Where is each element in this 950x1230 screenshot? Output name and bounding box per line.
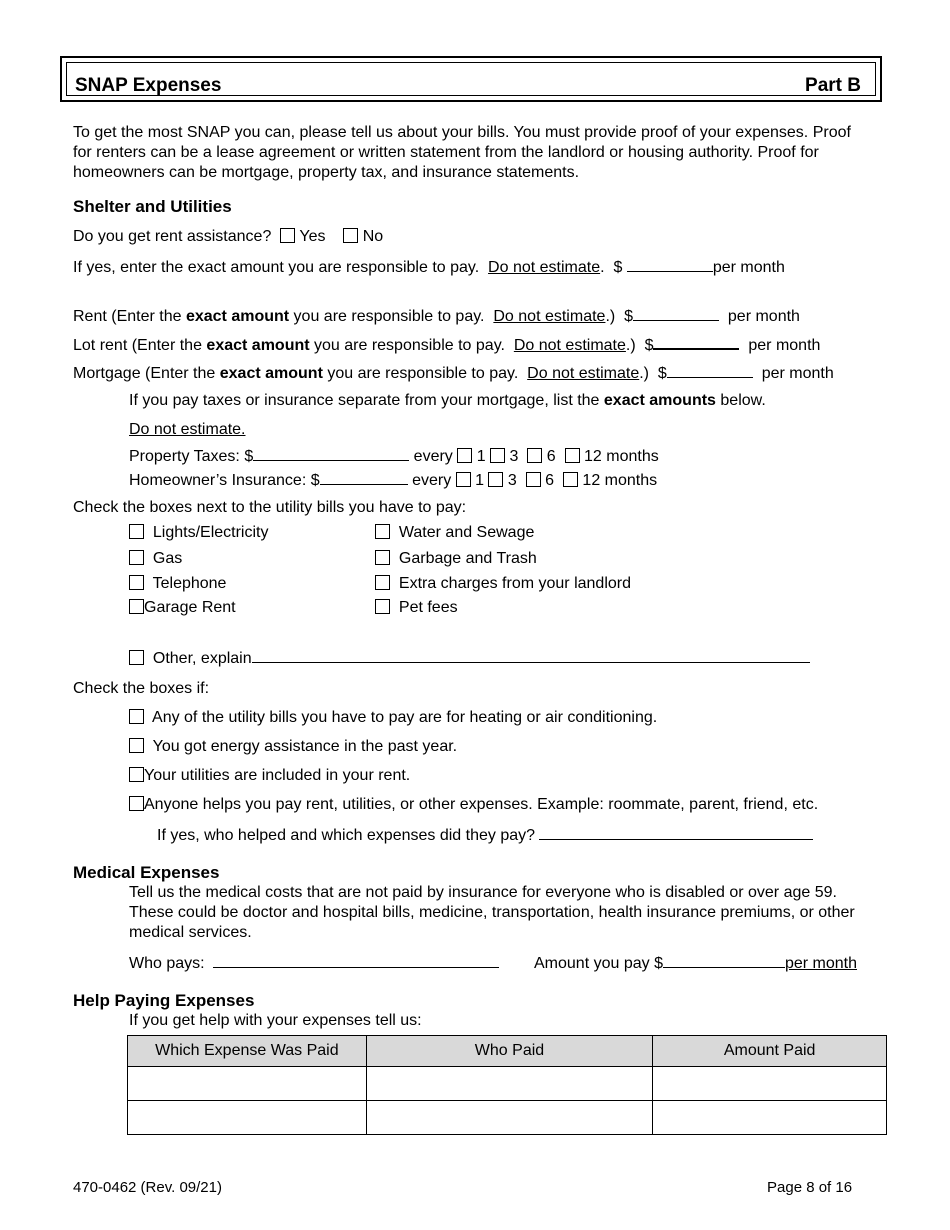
rent-assistance-amount-field[interactable] [627,256,713,272]
page-number: Page 8 of 16 [767,1179,853,1196]
property-taxes-field[interactable] [253,445,409,461]
help-paying-heading: Help Paying Expenses [73,991,255,1010]
other-checkbox[interactable] [129,650,144,665]
amount-you-pay-label: Amount you pay $ [534,955,663,972]
rent-assistance-no-checkbox[interactable] [343,228,358,243]
utilities-included-label: Your utilities are included in your rent. [144,767,411,784]
form-number: 470-0462 (Rev. 09/21) [73,1179,222,1196]
rent-assistance-no-label: No [362,228,384,245]
homeowners-insurance-label: Homeowner’s Insurance: $ [129,472,320,489]
lot-rent-row [73,333,820,356]
intro-paragraph: To get the most SNAP you can, please tell us about your bills. You must provide proof of your expenses. Proof for renters can be a lease agreement or written statement from the landlord or housing authority. Proof for homeowners can be mortgage, property tax, and insurance statements. [73,124,851,181]
who-paid-cell[interactable] [366,1101,653,1135]
column-header: Amount Paid [653,1036,887,1067]
who-helped-label: If yes, who helped and which expenses did they pay? [157,827,536,844]
check-anyone-helps [129,795,818,815]
lot-rent-prefix: Lot rent (Enter the [73,337,202,354]
rent-assistance-amount-row: If yes, enter the exact amount you are responsible to pay. Do not estimate. $ per month [73,256,785,278]
expense-cell[interactable] [128,1067,367,1101]
utilities-prompt: Check the boxes next to the utility bills you have to pay: [73,499,467,516]
property-taxes-3-checkbox[interactable] [490,448,505,463]
responsible-text: you are responsible to pay. [327,365,519,382]
heating-checkbox[interactable] [129,709,144,724]
period-1-label: 1 [476,448,486,465]
period-6-label: 6 [546,448,556,465]
other-explain-field[interactable] [252,647,810,663]
dollar-sign: $ [644,337,654,354]
utility-gas [129,549,182,569]
insurance-3-checkbox[interactable] [488,472,503,487]
rent-assistance-yes-checkbox[interactable] [280,228,295,243]
period-1-label: 1 [475,472,485,489]
anyone-helps-label: Anyone helps you pay rent, utilities, or other expenses. Example: roommate, parent, friend, etc. [144,796,819,813]
homeowners-insurance-field[interactable] [320,469,408,485]
medical-who-pays-row [129,952,499,974]
rent-assistance-row [73,227,383,247]
help-paying-text: If you get help with your expenses tell us: [129,1012,422,1029]
mortgage-amount-field[interactable] [667,362,753,378]
responsible-text: you are responsible to pay. [293,308,485,325]
mortgage-prefix: Mortgage (Enter the [73,365,216,382]
energy-assistance-checkbox[interactable] [129,738,144,753]
lot-rent-amount-field[interactable] [653,333,739,350]
garage-rent-checkbox[interactable] [129,599,144,614]
dollar-sign: $ [624,308,634,325]
other-label: Other, explain [152,650,252,667]
garbage-label: Garbage and Trash [398,550,537,567]
close-paren: .) [639,365,650,382]
rent-prefix: Rent (Enter the [73,308,182,325]
table-row [128,1101,887,1135]
section-title: SNAP Expenses [75,75,222,96]
amount-paid-cell[interactable] [653,1101,887,1135]
medical-heading: Medical Expenses [73,863,220,882]
per-month-label: per month [727,308,800,325]
pet-fees-checkbox[interactable] [375,599,390,614]
section-header [60,56,882,102]
telephone-checkbox[interactable] [129,575,144,590]
every-label: every [413,448,453,465]
taxes-instruction [129,391,766,411]
utility-garage-rent [129,598,236,618]
extra-charges-label: Extra charges from your landlord [398,575,631,592]
check-utilities-included [129,766,410,786]
period-3-label: 3 [507,472,517,489]
garbage-checkbox[interactable] [375,550,390,565]
insurance-6-checkbox[interactable] [526,472,541,487]
pet-fees-label: Pet fees [398,599,458,616]
energy-assistance-label: You got energy assistance in the past year. [152,738,458,755]
every-label: every [412,472,452,489]
close-paren: .) [605,308,616,325]
per-month-label: per month [712,259,785,276]
lights-label: Lights/Electricity [152,524,269,541]
utility-extra-charges [375,574,631,594]
per-month-label: per month [748,337,821,354]
table-header-row [128,1036,887,1067]
property-taxes-row [129,445,659,467]
dollar-sign: $ [657,365,667,382]
who-helped-field[interactable] [539,824,813,840]
utility-lights [129,523,268,543]
close-paren: .) [625,337,636,354]
medical-amount-row [534,952,857,974]
exact-amounts-bold: exact amounts [603,392,716,409]
insurance-1-checkbox[interactable] [456,472,471,487]
who-pays-label: Who pays: [129,955,205,972]
period-12-label: 12 months [584,448,659,465]
check-energy-assistance [129,737,457,757]
exact-amount-bold: exact amount [185,308,290,325]
property-taxes-12-checkbox[interactable] [565,448,580,463]
property-taxes-6-checkbox[interactable] [527,448,542,463]
per-month-label: per month [784,955,858,972]
insurance-12-checkbox[interactable] [563,472,578,487]
utility-other [129,647,810,669]
if-yes-text: If yes, enter the exact amount you are responsible to pay. [73,259,480,276]
utility-telephone [129,574,226,594]
gas-label: Gas [152,550,183,567]
gas-checkbox[interactable] [129,550,144,565]
utility-garbage [375,549,537,569]
rent-assistance-yes-label: Yes [299,228,326,245]
do-not-estimate-text: Do not estimate [527,365,640,382]
medical-text: Tell us the medical costs that are not paid by insurance for everyone who is disabled or over age 59. These could be doctor and hospital bills, medicine, transportation, health insurance premiums, or other medical services. [129,884,855,941]
rent-row [73,305,800,327]
utilities-included-checkbox[interactable] [129,767,144,782]
check-if-prompt: Check the boxes if: [73,680,210,697]
period-6-label: 6 [545,472,555,489]
period-3-label: 3 [509,448,519,465]
lights-checkbox[interactable] [129,524,144,539]
extra-charges-checkbox[interactable] [375,575,390,590]
amount-paid-cell[interactable] [653,1067,887,1101]
anyone-helps-checkbox[interactable] [129,796,144,811]
help-paying-table [127,1035,887,1135]
homeowners-insurance-row [129,469,657,491]
shelter-heading: Shelter and Utilities [73,197,232,216]
who-pays-field[interactable] [213,952,499,968]
property-taxes-1-checkbox[interactable] [457,448,472,463]
do-not-estimate-text: Do not estimate [493,308,606,325]
utility-pet-fees [375,598,458,618]
water-label: Water and Sewage [398,524,535,541]
utility-water [375,523,534,543]
expense-cell[interactable] [128,1101,367,1135]
telephone-label: Telephone [152,575,227,592]
rent-amount-field[interactable] [633,305,719,321]
water-checkbox[interactable] [375,524,390,539]
taxes-sentence: If you pay taxes or insurance separate from your mortgage, list the [129,392,600,409]
medical-amount-field[interactable] [663,952,785,968]
exact-amount-bold: exact amount [206,337,310,354]
responsible-text: you are responsible to pay. [314,337,505,354]
exact-amount-bold: exact amount [219,365,323,382]
mortgage-row [73,362,834,384]
column-header: Who Paid [366,1036,653,1067]
rent-assistance-question: Do you get rent assistance? [73,228,272,245]
section-part: Part B [805,75,861,96]
per-month-label: per month [761,365,834,382]
who-helped-row [157,824,813,846]
who-paid-cell[interactable] [366,1067,653,1101]
column-header: Which Expense Was Paid [128,1036,367,1067]
check-heating [129,708,657,728]
heating-label: Any of the utility bills you have to pay are for heating or air conditioning. [152,709,658,726]
section-header-inner [66,62,876,96]
period-12-label: 12 months [582,472,658,489]
table-row [128,1067,887,1101]
property-taxes-label: Property Taxes: $ [129,448,254,465]
do-not-estimate-text: Do not estimate [488,259,601,276]
garage-rent-label: Garage Rent [144,599,236,616]
do-not-estimate-text: Do not estimate [513,337,626,354]
below-text: below. [720,392,766,409]
do-not-estimate-heading: Do not estimate. [129,421,246,438]
dollar-sign: $ [613,259,623,276]
